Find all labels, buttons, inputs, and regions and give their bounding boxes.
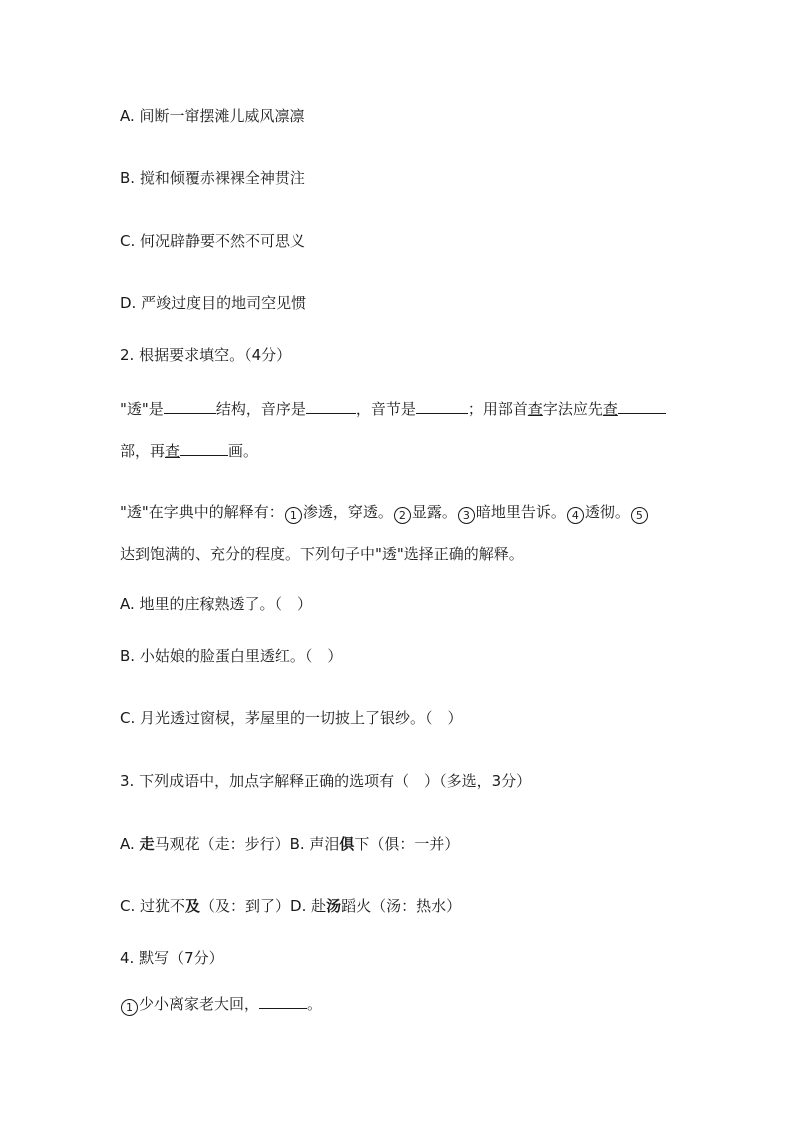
q4-title: 4. 默写（7分） (120, 949, 224, 967)
q3-options-ab (120, 834, 459, 854)
q2-fill-line2 (120, 440, 258, 461)
definition-intro: "透"在字典中的解释有： (120, 503, 284, 521)
initial-letter-blank[interactable] (306, 398, 356, 414)
option-text: A. (120, 835, 140, 853)
q1-option-d: D. 严竣过度目的地司空见惯 (120, 294, 307, 312)
poem-text: 。 (307, 995, 323, 1013)
q2-fill-text: 查 (527, 400, 543, 418)
q2-definition-line1 (120, 502, 649, 524)
option-text: 蹈火（汤：热水） (341, 897, 462, 915)
q3-title: 3. 下列成语中，加点字解释正确的选项有（ ）（多选，3分） (120, 772, 532, 790)
q4-line1 (120, 993, 322, 1016)
q1-option-b: B. 搅和倾覆赤裸裸全神贯注 (120, 169, 305, 187)
q1-option-a: A. 间断一窜摆滩儿威风凛凛 (120, 107, 305, 125)
poem-text: 少小离家老大回， (139, 995, 260, 1013)
circled-number: 4 (567, 507, 584, 524)
circled-number: 2 (394, 507, 411, 524)
q3-options-cd (120, 896, 461, 916)
dotted-character: 俱 (339, 835, 355, 853)
q2-title: 2. 根据要求填空。（4分） (120, 346, 292, 364)
definition-text: 暗地里告诉。 (475, 503, 566, 521)
option-text: 下（俱：一并） (354, 835, 460, 853)
q2-fill-text: ，音节是 (355, 400, 416, 418)
q2-fill-text: ；用部首 (467, 400, 528, 418)
definition-text: 渗透，穿透。 (302, 503, 393, 521)
q2-fill-text: "透"是 (120, 400, 164, 418)
q2-fill-text: 字法应先 (542, 400, 603, 418)
circled-number: 1 (121, 999, 138, 1016)
dotted-character: 汤 (326, 897, 342, 915)
q2-fill-line1 (120, 398, 666, 419)
poem-blank[interactable] (259, 993, 307, 1009)
dotted-character: 走 (139, 835, 155, 853)
q2-fill-text: 结构，音序是 (215, 400, 306, 418)
circled-number: 3 (458, 507, 475, 524)
q2-sentence-b: B. 小姑娘的脸蛋白里透红。（ ） (120, 647, 343, 665)
q2-sentence-a: A. 地里的庄稼熟透了。（ ） (120, 595, 313, 613)
circled-number: 1 (285, 507, 302, 524)
radical-blank[interactable] (618, 398, 666, 414)
option-text: C. 过犹不 (120, 897, 186, 915)
q2-fill-text: 画。 (228, 442, 259, 460)
structure-blank[interactable] (164, 398, 216, 414)
definition-text: 显露。 (411, 503, 457, 521)
q1-option-c: C. 何况辟静要不然不可思义 (120, 232, 306, 250)
option-text: （及：到了）D. 赴 (200, 897, 327, 915)
dotted-character: 及 (185, 897, 201, 915)
q2-sentence-c: C. 月光透过窗棂，茅屋里的一切披上了银纱。（ ） (120, 709, 463, 727)
stroke-count-blank[interactable] (180, 440, 228, 456)
q2-fill-text: 部，再 (120, 442, 166, 460)
q2-definition-line2: 达到饱满的、充分的程度。下列句子中"透"选择正确的解释。 (120, 545, 524, 563)
circled-number: 5 (631, 507, 648, 524)
option-text: 马观花（走：步行）B. 声泪 (154, 835, 340, 853)
pinyin-blank[interactable] (416, 398, 468, 414)
definition-text: 透彻。 (584, 503, 630, 521)
q2-fill-text: 查 (602, 400, 618, 418)
q2-fill-text: 查 (165, 442, 181, 460)
